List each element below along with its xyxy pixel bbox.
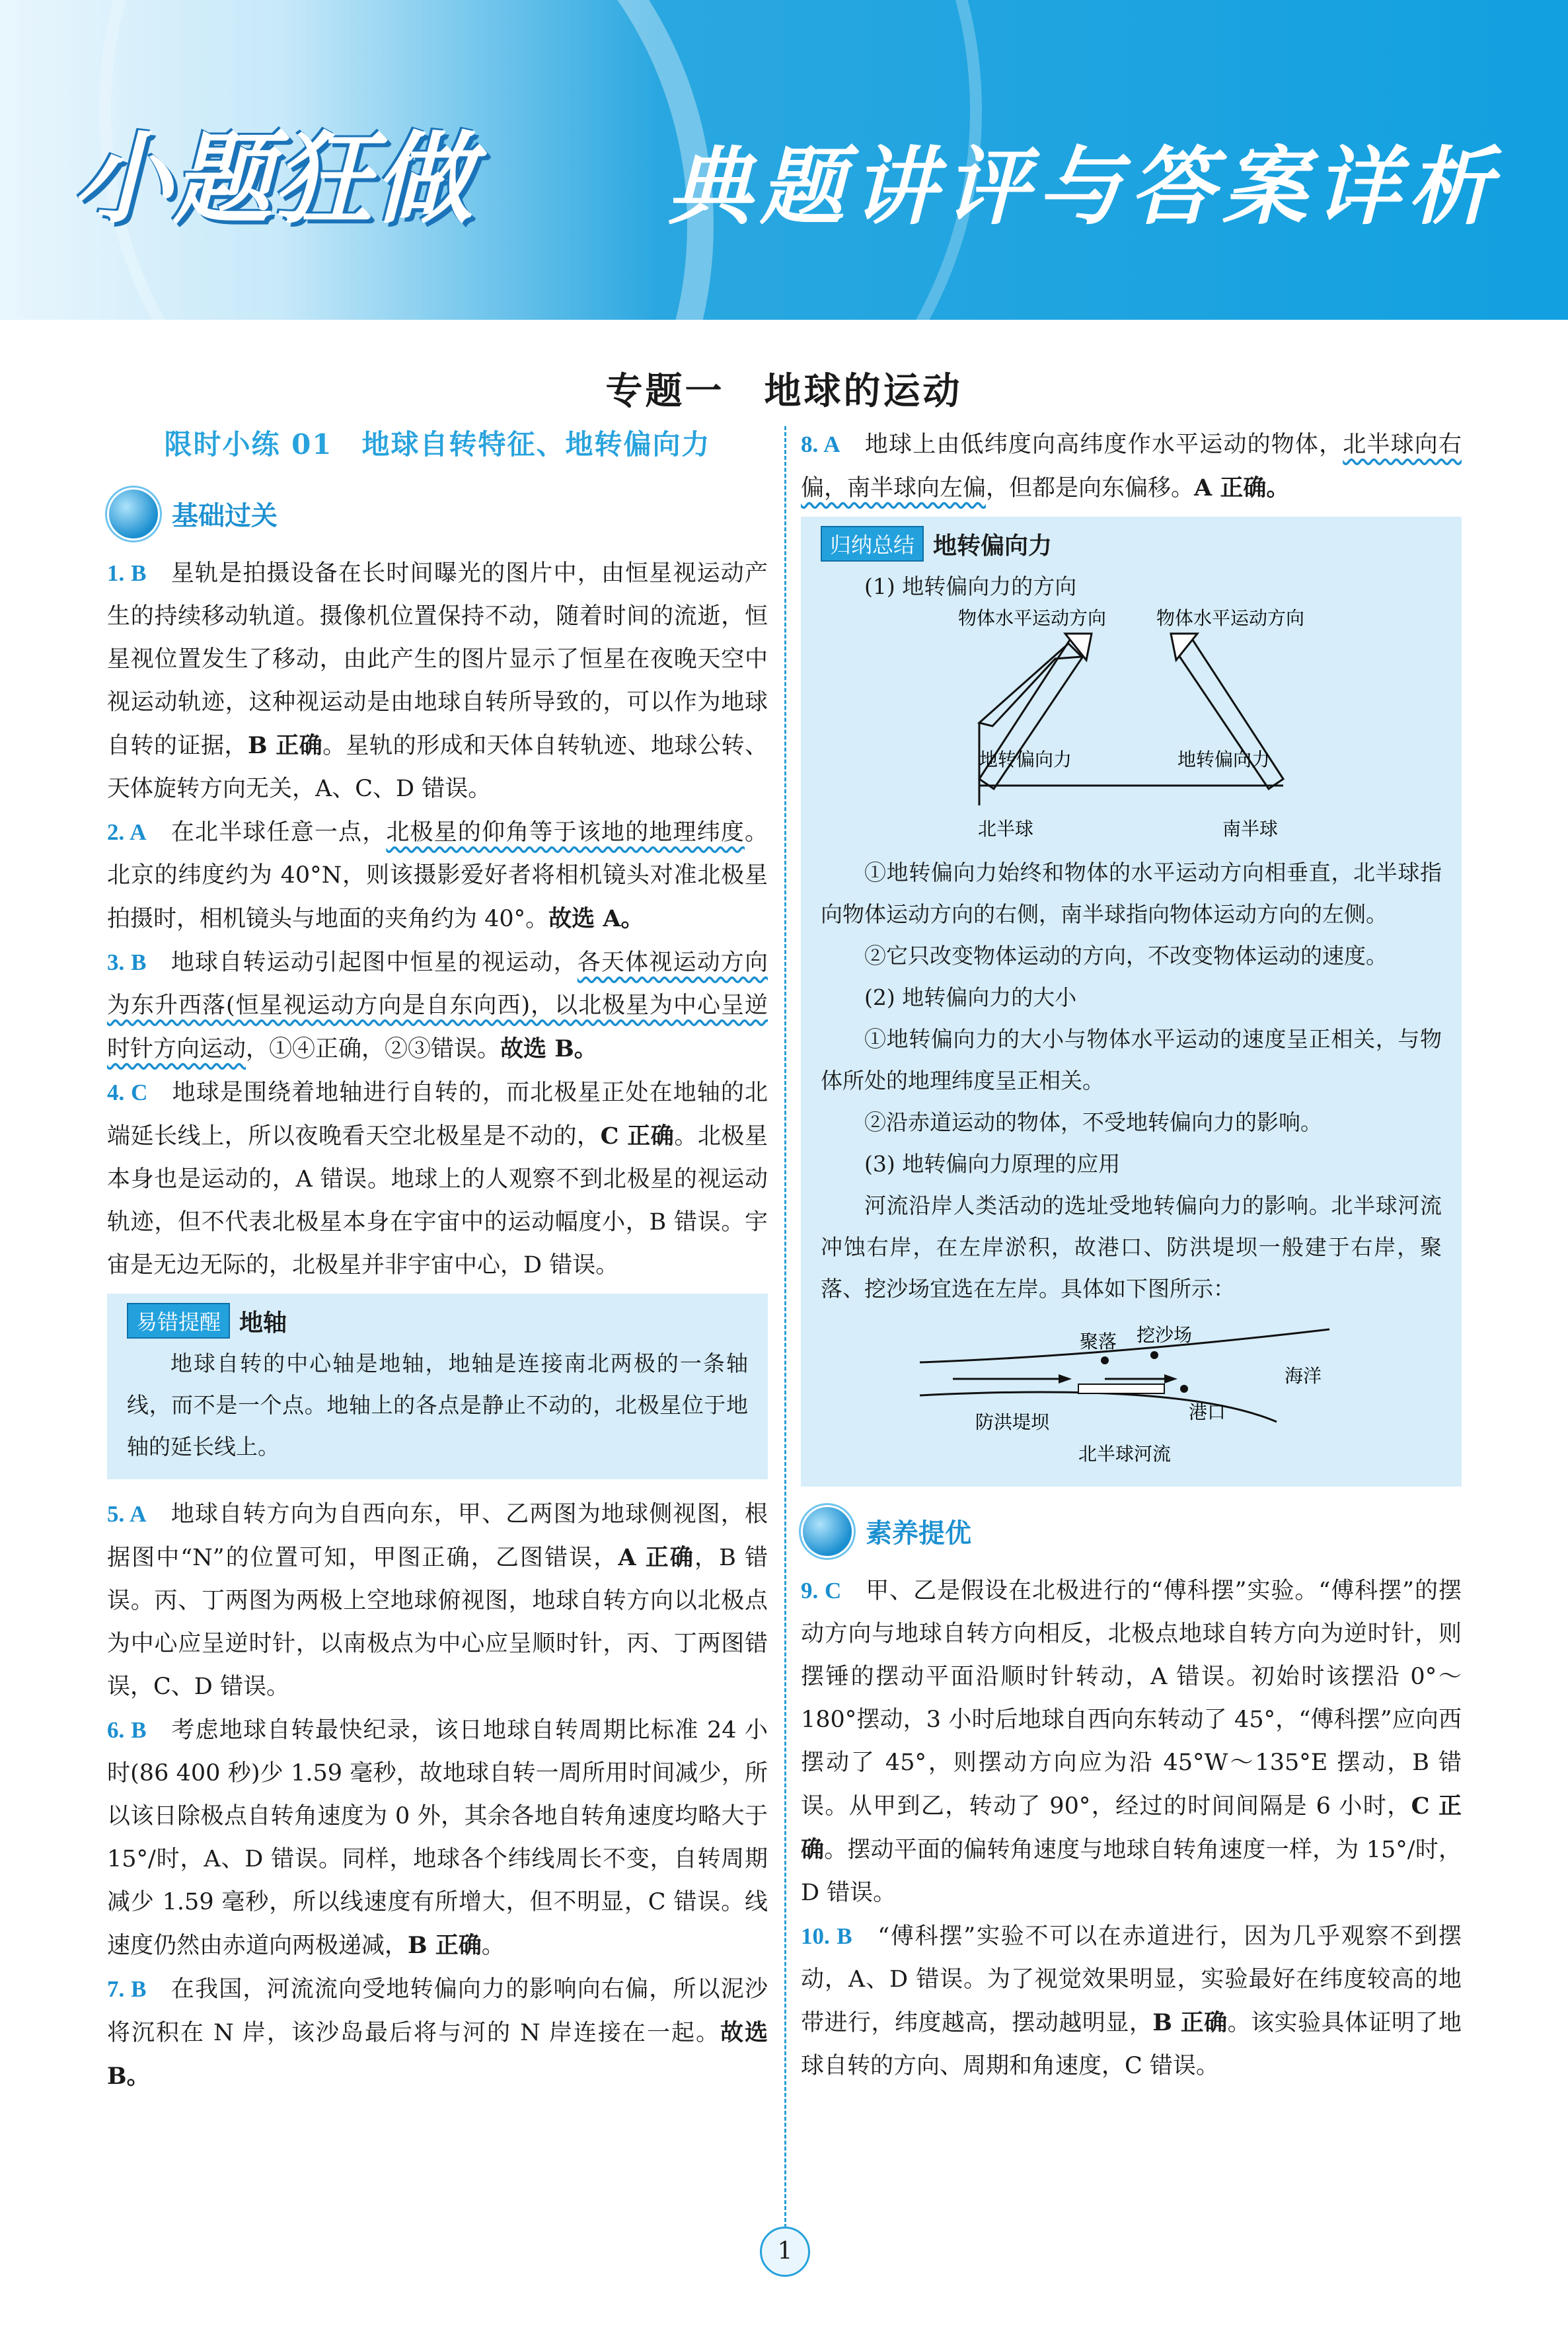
answer-8: 8. A 地球上由低纬度向高纬度作水平运动的物体，北半球向右偏，南半球向左偏，但都是向东偏移。A 正确。 [801,431,1462,501]
north-force-label: 地转偏向力 [979,749,1072,770]
river-diagram [907,1310,1356,1475]
header-banner [0,0,1568,320]
reminder-text: 地球自转的中心轴是地轴，地轴是连接南北两极的一条轴线，而不是一个点。地轴上的各点是静止不动的，北极星位于地轴的延长线上。 [127,1350,748,1459]
sea-label: 海洋 [1284,1365,1322,1387]
answer-1: 1. B 星轨是拍摄设备在长时间曝光的图片中，由恒星视运动产生的持续移动轨道。摄像机位置保持不动，随着时间的流逝，恒星视位置发生了移动，由此产生的图片显示了恒星在夜晚天空中视运动轨迹，这种视运动是由地球自转所导致的，可以作为地球自转的证据，B 正确。星轨的形成和天体自转轨迹、地球公转、天体旋转方向无关，A、C、D 错误。 [107,560,768,802]
summary-heading-2: (2) 地转偏向力的大小 [864,984,1077,1010]
summary-paragraph-3: ①地转偏向力的大小与物体水平运动的速度呈正相关，与物体所处的地理纬度呈正相关。 [821,1026,1442,1093]
answer-3: 3. B 地球自转运动引起图中恒星的视运动，各天体视运动方向为东升西落(恒星视运动方向是自东向西)，以北极星为中心呈逆时针方向运动，①④正确，②③错误。故选 B。 [107,949,768,1062]
sand-label: 挖沙场 [1136,1324,1193,1346]
left-column [107,423,768,2098]
section-title: 基础过关 [172,501,278,531]
port-label: 港口 [1188,1401,1226,1423]
deflection-force-diagram [933,607,1329,852]
flow-arrowhead-2 [1164,1374,1177,1384]
summary-tag: 归纳总结 [821,526,924,562]
section-title: 素养提优 [866,1518,971,1549]
summary-paragraph-1: ①地转偏向力始终和物体的水平运动方向相垂直，北半球指向物体运动方向的右侧，南半球指向物体运动方向的左侧。 [821,860,1442,927]
section-header [801,1500,1462,1563]
summary-box [801,517,1462,1487]
answer-2: 2. A 在北半球任意一点，北极星的仰角等于该地的地理纬度。北京的纬度约为 40°N，则该摄影爱好者将相机镜头对准北极星拍摄时，相机镜头与地面的夹角约为 40°。故选 A。 [107,819,768,932]
globe-icon [801,1505,854,1558]
river-north-bank [920,1329,1329,1362]
section-header [107,482,768,545]
summary-paragraph-2: ②它只改变物体运动的方向，不改变物体运动的速度。 [864,943,1388,969]
reminder-title: 地轴 [239,1309,287,1337]
right-column [801,423,1462,2088]
south-arrowhead [1171,634,1197,660]
flow-arrowhead-1 [1059,1374,1072,1384]
exercise-subtitle: 限时小练 01 地球自转特征、地转偏向力 [164,428,711,461]
summary-heading-1: (1) 地转偏向力的方向 [864,573,1077,599]
dam-icon [1078,1384,1164,1393]
answer-9: 9. C 甲、乙是假设在北极进行的“傅科摆”实验。“傅科摆”的摆动方向与地球自转方向相反，北极点地球自转方向为逆时针，则摆锤的摆动平面沿顺时针转动，A 错误。初始时该摆沿 0°～180°摆动，3 小时后地球自西向东转动了 45°，“傅科摆”应向西摆动了 45°，则摆动方向应为沿 45°W～135°E 摆动，B 错误。从甲到乙，转动了 90°，经过的时间间隔是 6 小时，C 正确。摆动平面的偏转角速度与地球自转角速度一样，为 15°/时，D 错误。 [801,1578,1462,1906]
mistake-reminder-box [107,1294,768,1479]
summary-paragraph-5: 河流沿岸人类活动的选址受地转偏向力的影响。北半球河流冲蚀右岸，在左岸淤积，故港口、防洪堤坝一般建于右岸，聚落、挖沙场宜选在左岸。具体如下图所示： [821,1193,1442,1302]
sand-dot [1150,1351,1158,1359]
column-divider [784,426,786,2240]
banner-title: 典题讲评与答案详析 [667,138,1501,237]
answer-10: 10. B “傅科摆”实验不可以在赤道进行，因为几乎观察不到摆动，A、D 错误。为了视觉效果明显，实验最好在纬度较高的地带进行，纬度越高，摆动越明显，B 正确。该实验具体证明了地球自转的方向、周期和角速度，C 错误。 [801,1923,1462,2079]
answer-4: 4. C 地球是围绕着地轴进行自转的，而北极星正处在地轴的北端延长线上，所以夜晚看天空北极星是不动的，C 正确。北极星本身也是运动的，A 错误。地球上的人观察不到北极星的视运动轨迹，但不代表北极星本身在宇宙中的运动幅度小，B 错误。宇宙是无边无际的，北极星并非宇宙中心，D 错误。 [107,1080,768,1278]
series-logo: 小题狂做 [73,122,475,237]
page-number: 1 [760,2227,810,2277]
south-force-label: 地转偏向力 [1177,749,1271,770]
dam-label: 防洪堤坝 [975,1411,1050,1433]
summary-title: 地转偏向力 [933,532,1053,560]
settlement-dot [1101,1356,1109,1364]
summary-heading-3: (3) 地转偏向力原理的应用 [864,1151,1121,1177]
answer-5: 5. A 地球自转方向为自西向东，甲、乙两图为地球侧视图，根据图中“N”的位置可知，甲图正确，乙图错误，A 正确，B 错误。丙、丁两图为两极上空地球俯视图，地球自转方向以北极点为中心应呈逆时针，以南极点为中心应呈顺时针，丙、丁两图错误，C、D 错误。 [107,1501,768,1700]
topic-title: 专题一 地球的运动 [605,370,963,413]
south-hemisphere-label: 南半球 [1222,818,1279,840]
summary-paragraph-4: ②沿赤道运动的物体，不受地转偏向力的影响。 [864,1109,1322,1135]
north-motion-arrow [979,644,1082,726]
globe-icon [107,488,160,540]
answer-7: 7. B 在我国，河流流向受地转偏向力的影响向右偏，所以泥沙将沉积在 N 岸，该沙岛最后将与河的 N 岸连接在一起。故选 B。 [107,1976,768,2090]
reminder-tag: 易错提醒 [127,1303,230,1339]
port-dot [1180,1385,1188,1393]
river-caption: 北半球河流 [1078,1443,1172,1465]
settlement-label: 聚落 [1079,1331,1117,1352]
answer-6: 6. B 考虑地球自转最快纪录，该日地球自转周期比标准 24 小时(86 400 秒)少 1.59 毫秒，故地球自转一周所用时间减少，所以该日除极点自转角速度为 0 外，其余各地自转角速度均略大于 15°/时，A、D 错误。同样，地球各个纬线周长不变，自转周期减少 1.59 毫秒，所以线速度有所增大，但不明显，C 错误。线速度仍然由赤道向两极递减，B 正确。 [107,1717,768,1959]
north-motion-label: 物体水平运动方向 [957,607,1107,629]
north-hemisphere-label: 北半球 [977,818,1034,840]
south-motion-label: 物体水平运动方向 [1156,607,1305,629]
